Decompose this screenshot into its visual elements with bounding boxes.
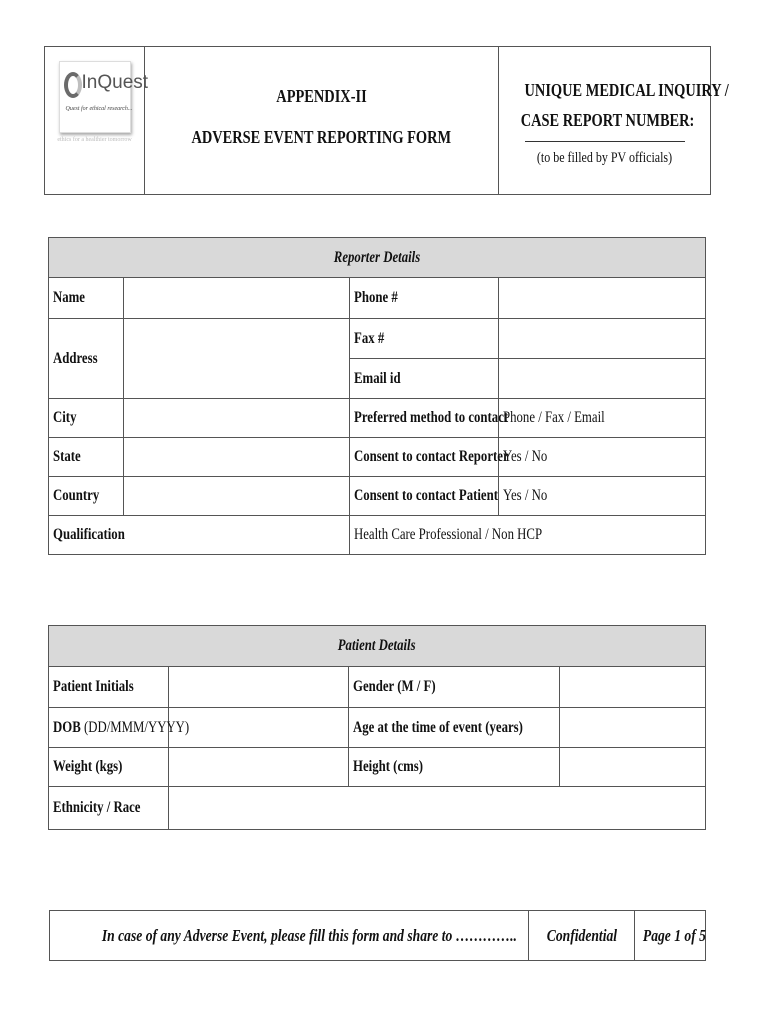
consent-reporter-label: Consent to contact Reporter <box>350 438 499 477</box>
dob-field[interactable] <box>169 708 349 748</box>
ethnicity-field[interactable] <box>169 787 706 830</box>
gender-label: Gender (M / F) <box>349 667 560 708</box>
gender-field[interactable] <box>560 667 706 708</box>
country-field[interactable] <box>124 477 350 516</box>
title-cell <box>145 47 499 195</box>
page-footer <box>49 910 706 961</box>
email-label: Email id <box>350 359 499 399</box>
patient-section-title: Patient Details <box>49 626 706 667</box>
city-label: City <box>49 399 124 438</box>
state-field[interactable] <box>124 438 350 477</box>
case-number-cell: UNIQUE MEDICAL INQUIRY / CASE REPORT NUMBER: (to be filled by PV officials) <box>499 47 711 195</box>
preferred-contact-field[interactable]: Phone / Fax / Email <box>499 399 706 438</box>
logo-swirl-icon <box>64 72 82 98</box>
fax-field[interactable] <box>499 319 706 359</box>
city-field[interactable] <box>124 399 350 438</box>
patient-initials-field[interactable] <box>169 667 349 708</box>
appendix-title: APPENDIX-II <box>276 85 367 106</box>
qualification-label: Qualification <box>49 516 350 555</box>
address-field[interactable] <box>124 319 350 399</box>
confidential-label: Confidential <box>529 911 635 961</box>
email-field[interactable] <box>499 359 706 399</box>
height-label: Height (cms) <box>349 748 560 787</box>
name-field[interactable] <box>124 278 350 319</box>
state-label: State <box>49 438 124 477</box>
case-number-blank[interactable] <box>525 141 685 142</box>
phone-label: Phone # <box>350 278 499 319</box>
footer-instruction: In case of any Adverse Event, please fill this form and share to ………….. <box>50 911 529 961</box>
logo-cell: InQuest Quest for ethical research... ethics for a healthier tomorrow <box>45 47 145 195</box>
consent-patient-field[interactable]: Yes / No <box>499 477 706 516</box>
fax-label: Fax # <box>350 319 499 359</box>
patient-details-table <box>48 625 706 830</box>
country-label: Country <box>49 477 124 516</box>
page-number: Page 1 of 5 <box>635 911 706 961</box>
qualification-field[interactable]: Health Care Professional / Non HCP <box>350 516 706 555</box>
form-header <box>44 46 729 195</box>
preferred-contact-label: Preferred method to contact <box>350 399 499 438</box>
height-field[interactable] <box>560 748 706 787</box>
weight-field[interactable] <box>169 748 349 787</box>
consent-reporter-field[interactable]: Yes / No <box>499 438 706 477</box>
reporter-details-table <box>48 237 706 555</box>
ethnicity-label: Ethnicity / Race <box>49 787 169 830</box>
weight-label: Weight (kgs) <box>49 748 169 787</box>
name-label: Name <box>49 278 124 319</box>
age-field[interactable] <box>560 708 706 748</box>
address-label: Address <box>49 319 124 399</box>
consent-patient-label: Consent to contact Patient <box>350 477 499 516</box>
age-label: Age at the time of event (years) <box>349 708 560 748</box>
patient-initials-label: Patient Initials <box>49 667 169 708</box>
reporter-section-title: Reporter Details <box>49 238 706 278</box>
form-title: ADVERSE EVENT REPORTING FORM <box>191 126 452 147</box>
inquest-logo: InQuest Quest for ethical research... <box>59 61 131 133</box>
phone-field[interactable] <box>499 278 706 319</box>
dob-label: DOB (DD/MMM/YYYY) <box>49 708 169 748</box>
